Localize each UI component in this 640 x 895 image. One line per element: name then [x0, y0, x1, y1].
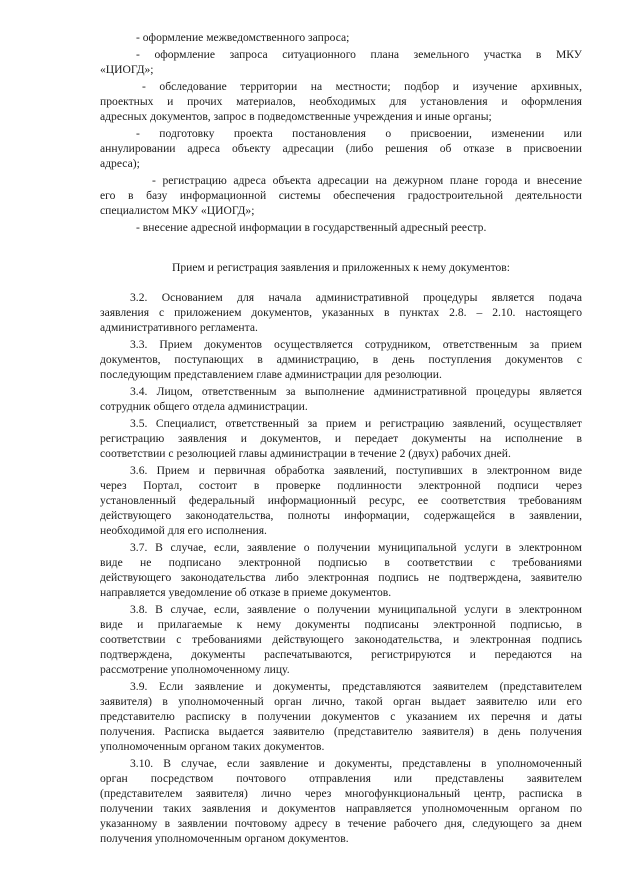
text-line: подтверждена, документы распечатываются, регистрируются и передаются на — [100, 648, 582, 661]
text-line: получения уполномоченным органом документов. — [100, 832, 349, 845]
text-line: 3.2. Основанием для начала административной процедуры является подача — [130, 291, 582, 304]
text-line: последующим представлением главе администрации для резолюции. — [100, 368, 442, 381]
text-line: указанному в заявлении почтовому адресу в течение рабочего дня, следующего за днем — [100, 817, 582, 830]
paragraph — [100, 679, 582, 754]
paragraph — [100, 756, 582, 846]
text-line: 3.8. В случае, если, заявление о получении муниципальной услуги в электронном — [130, 603, 582, 616]
section-heading: Прием и регистрация заявления и приложенных к нему документов: — [172, 261, 510, 274]
text-line: адресных документов, запрос в подведомственные учреждения и иные органы; — [100, 110, 492, 123]
text-line: соответствии с требованиями действующего законодательства, и электронная подпись — [100, 633, 582, 646]
paragraph — [100, 602, 582, 677]
text-line: - регистрацию адреса объекта адресации на дежурном плане города и внесение — [152, 174, 582, 187]
text-line: административного регламента. — [100, 321, 258, 334]
text-line: получении таких заявления и документов направляется уполномоченным органом по — [100, 802, 582, 815]
text-line: 3.7. В случае, если, заявление о получении муниципальной услуги в электронном — [130, 541, 582, 554]
text-line: представителю расписку в получении документов с указанием их перечня и даты — [100, 710, 582, 723]
list-item — [100, 47, 582, 77]
text-line: 3.9. Если заявление и документы, представляются заявителем (представителем — [130, 680, 582, 693]
text-line: орган посредством почтового отправления или представлены заявителем — [100, 772, 582, 785]
text-line: виде и прилагаемые к нему документы подписаны электронной подписью, в — [100, 618, 582, 631]
text-line: заявителя) в уполномоченный орган лично, такой орган выдает заявителю или его — [100, 695, 582, 708]
list-item — [100, 79, 582, 124]
text-line: 3.10. В случае, если заявление и документы, представлены в уполномоченный — [130, 757, 582, 770]
paragraph — [100, 463, 582, 538]
text-line: 3.4. Лицом, ответственным за выполнение административной процедуры является — [130, 385, 582, 398]
text-line: направляется уведомление об отказе в приеме документов. — [100, 586, 392, 599]
text-line: документов, поступающих в администрацию, в день поступления документов с — [100, 353, 582, 366]
text-line: его в базу информационной системы обеспечения градостроительной деятельности — [100, 189, 582, 202]
text-line: действующего законодательства либо электронная подпись не подтверждена, заявителю — [100, 571, 582, 584]
text-line: уполномоченным органом таких документов. — [100, 740, 325, 753]
list-item — [100, 220, 582, 235]
text-line: необходимой для его исполнения. — [100, 524, 267, 537]
list-item — [100, 30, 582, 45]
text-line: через Портал, состоит в проверке подлинности электронной подписи через — [100, 479, 582, 492]
text-line: соответствии с резолюцией главы администрации в течение 2 (двух) рабочих дней. — [100, 447, 511, 460]
text-line: «ЦИОГД»; — [100, 63, 154, 76]
text-line: (представителем заявителя) лично через многофункциональный центр, расписка в — [100, 787, 582, 800]
text-line: 3.6. Прием и первичная обработка заявлений, поступивших в электронном виде — [130, 464, 582, 477]
paragraph — [100, 290, 582, 335]
list-item — [100, 126, 582, 171]
text-line: получения. Расписка выдается заявителю (представителю заявителя) в день получения — [100, 725, 582, 738]
text-line: - внесение адресной информации в государственный адресный реестр. — [136, 221, 487, 234]
text-line: действующего законодательства, полноты информации, содержащейся в заявлении, — [100, 509, 582, 522]
text-line: аннулировании адреса объекту адресации (либо решения об отказе в присвоении — [100, 142, 582, 155]
text-line: специалистом МКУ «ЦИОГД»; — [100, 204, 255, 217]
text-line: - подготовку проекта постановления о присвоении, изменении или — [136, 127, 582, 140]
paragraph — [100, 384, 582, 414]
paragraph — [100, 540, 582, 600]
text-line: регистрацию заявления и документов, и передает документы на исполнение в — [100, 432, 582, 445]
text-line: сотрудник общего отдела администрации. — [100, 400, 308, 413]
list-item — [100, 173, 582, 218]
text-line: проектных и прочих материалов, необходимых для установления и оформления — [100, 95, 582, 108]
paragraph — [100, 337, 582, 382]
text-line: заявления с приложением документов, указанных в пунктах 2.8. – 2.10. настоящего — [100, 306, 582, 319]
text-line: 3.5. Специалист, ответственный за прием и регистрацию заявлений, осуществляет — [130, 417, 582, 430]
text-line: - оформление запроса ситуационного плана земельного участка в МКУ — [136, 48, 582, 61]
text-line: установленный федеральный информационный ресурс, ее соответствия требованиям — [100, 494, 582, 507]
paragraph — [100, 416, 582, 461]
text-line: адреса); — [100, 157, 140, 170]
text-line: - оформление межведомственного запроса; — [136, 31, 350, 44]
text-line: виде не подписано электронной подписью в соответствии с требованиями — [100, 556, 582, 569]
text-line: рассмотрение уполномоченному лицу. — [100, 663, 290, 676]
text-line: 3.3. Прием документов осуществляется сотрудником, ответственным за прием — [130, 338, 582, 351]
text-line: - обследование территории на местности; подбор и изучение архивных, — [142, 80, 582, 93]
